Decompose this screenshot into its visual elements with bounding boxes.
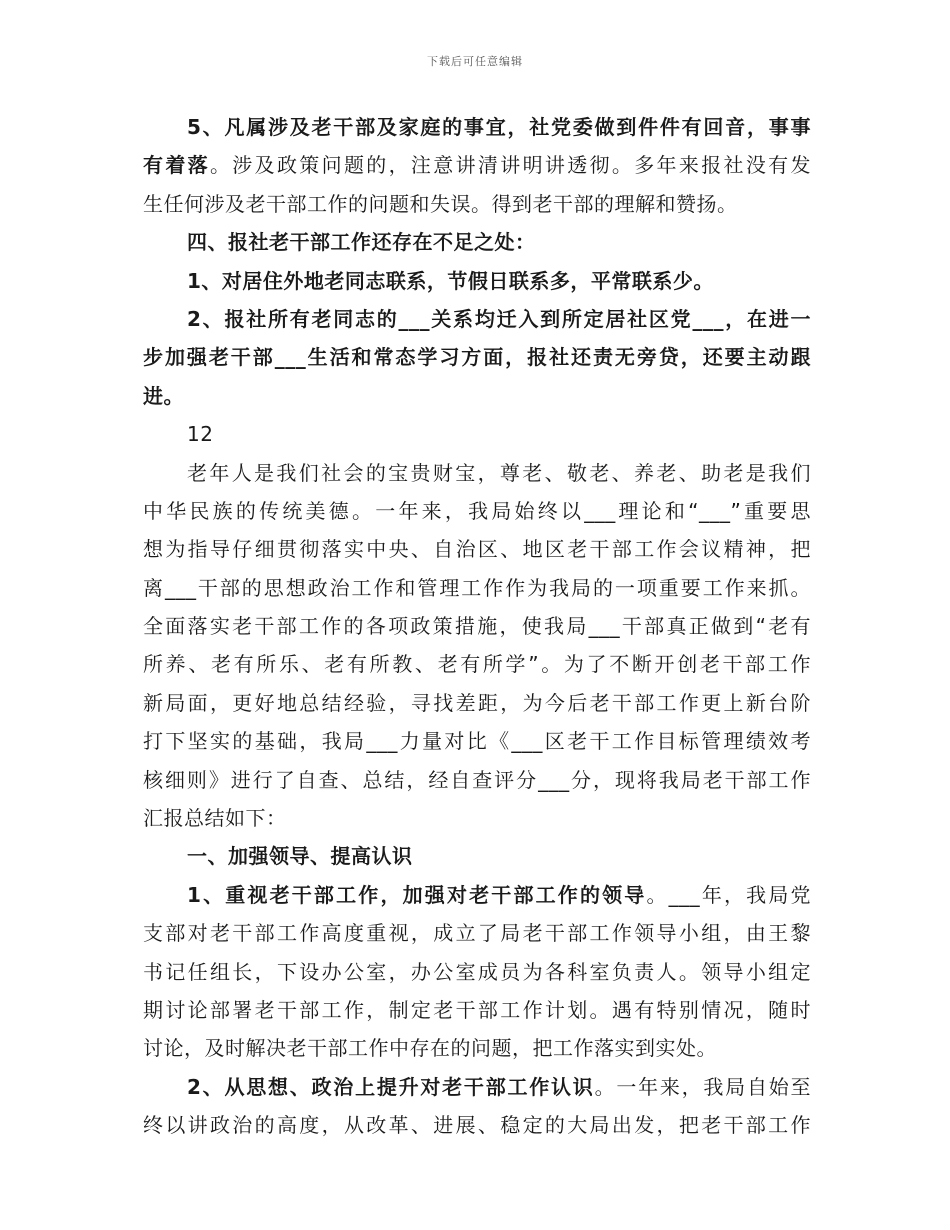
text-line: 生任何涉及老干部工作的问题和失误。得到老干部的理解和赞扬。 xyxy=(143,191,738,216)
plain-text: 。一年来，我局自始至 xyxy=(594,1074,811,1099)
text-line: 汇报总结如下： xyxy=(143,806,287,831)
text-line: 讨论，及时解决老干部工作中存在的问题，把工作落实到实处。 xyxy=(143,1036,717,1061)
text-line: 离___干部的思想政治工作和管理工作作为我局的一项重要工作来抓。 xyxy=(143,575,811,600)
text-line: 一、加强领导、提高认识 xyxy=(187,844,413,869)
text-line xyxy=(143,146,811,184)
text-line: 步加强老干部___生活和常态学习方面，报社还责无旁贷，还要主动跟 xyxy=(143,345,811,370)
document-body xyxy=(143,108,811,1145)
text-line xyxy=(143,876,811,914)
text-line: 所养、老有所乐、老有所教、老有所学”。为了不断开创老干部工作 xyxy=(143,652,811,677)
text-line: 中华民族的传统美德。一年来，我局始终以___理论和“___”重要思 xyxy=(143,498,811,523)
text-line: 打下坚实的基础，我局___力量对比《___区老干工作目标管理绩效考 xyxy=(143,729,811,754)
text-line: 书记任组长，下设办公室，办公室成员为各科室负责人。领导小组定 xyxy=(143,959,811,984)
bold-text: 2、从思想、政治上提升对老干部工作认识 xyxy=(187,1074,595,1099)
text-line: 2、报社所有老同志的___关系均迁入到所定居社区党___，在进一 xyxy=(187,306,811,331)
text-line: 终以讲政治的高度，从改革、进展、稳定的大局出发，把老干部工作 xyxy=(143,1113,811,1138)
plain-text: 。涉及政策问题的，注意讲清讲明讲透彻。多年来报社没有发 xyxy=(209,153,812,178)
text-line: 全面落实老干部工作的各项政策措施，使我局___干部真正做到“老有 xyxy=(143,614,811,639)
text-line: 1、对居住外地老同志联系，节假日联系多，平常联系少。 xyxy=(187,268,714,293)
text-line: 进。 xyxy=(143,383,184,408)
text-line xyxy=(143,1068,811,1106)
text-line: 核细则》进行了自查、总结，经自查评分___分，现将我局老干部工作 xyxy=(143,767,811,792)
text-line: 老年人是我们社会的宝贵财宝，尊老、敬老、养老、助老是我们 xyxy=(187,460,811,485)
text-line: 期讨论部署老干部工作，制定老干部工作计划。遇有特别情况，随时 xyxy=(143,997,811,1022)
text-line: 四、报社老干部工作还存在不足之处： xyxy=(187,230,536,255)
text-line: 支部对老干部工作高度重视，成立了局老干部工作领导小组，由王黎 xyxy=(143,921,811,946)
bold-text: 1、重视老干部工作，加强对老干部工作的领导 xyxy=(187,882,647,907)
bold-text: 有着落 xyxy=(143,153,210,178)
text-line: 5、凡属涉及老干部及家庭的事宜，社党委做到件件有回音，事事 xyxy=(187,115,811,139)
plain-text: 。___年，我局党 xyxy=(646,882,812,907)
page-header: 下载后可任意编辑 xyxy=(427,55,523,68)
text-line: 12 xyxy=(187,422,214,447)
text-line: 想为指导仔细贯彻落实中央、自治区、地区老干部工作会议精神，把 xyxy=(143,537,811,562)
text-line: 新局面，更好地总结经验，寻找差距，为今后老干部工作更上新台阶 xyxy=(143,690,811,715)
